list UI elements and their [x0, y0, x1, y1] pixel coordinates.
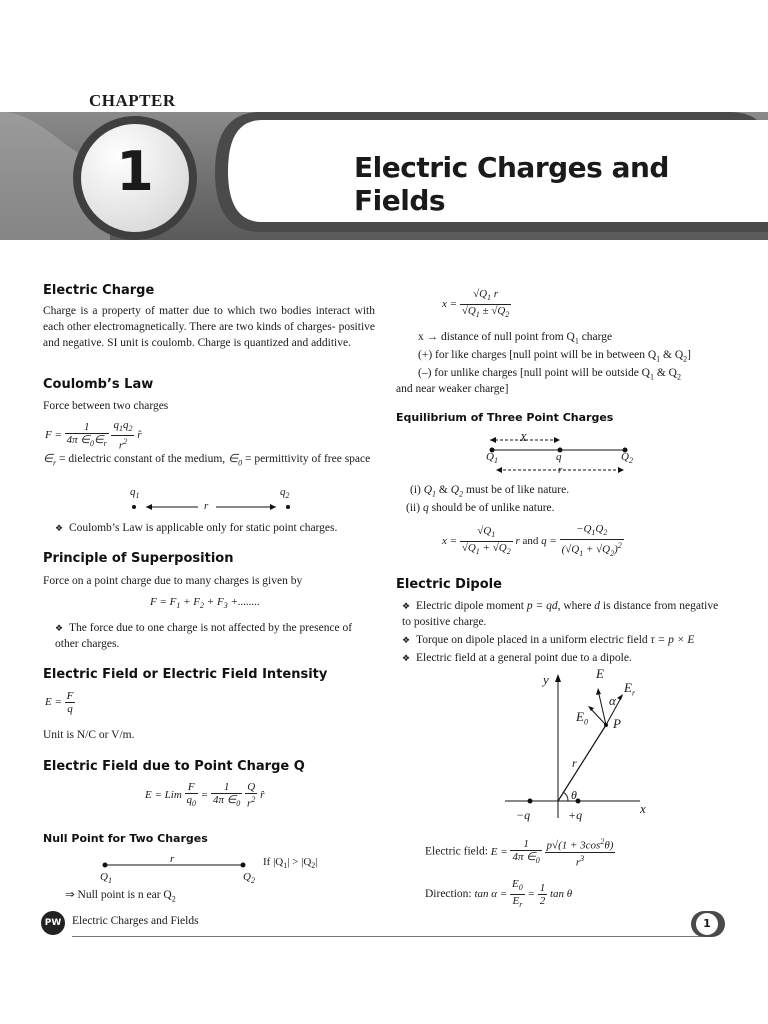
coulomb-q1: $q_1$ — [130, 486, 140, 501]
heading-field-point: Electric Field due to Point Charge Q — [43, 759, 305, 774]
pw-logo: PW — [41, 911, 65, 935]
heading-field: Electric Field or Electric Field Intensity — [43, 667, 328, 682]
diagram-plus-q: +q — [568, 808, 583, 822]
coulomb-r: r — [204, 500, 209, 512]
field-point-formula: E = Lim $\frac{F}{q_0}$ = $\frac{1}{4\pi \in_0}$ $\frac{Q}{r^2}$ r̂ — [145, 781, 265, 810]
chapter-number: 1 — [116, 140, 154, 203]
eq-cond-1: (i) $Q_1$ & $Q_2$ must be of like nature. — [410, 484, 570, 499]
eq-cond-2: (ii) q should be of unlike nature. — [406, 502, 555, 514]
null-point-r: r — [170, 853, 175, 865]
diagram-alpha: α — [609, 693, 616, 708]
coulomb-q2: $q_2$ — [280, 486, 290, 501]
footer-rule — [72, 936, 702, 937]
heading-superposition: Principle of Superposition — [43, 551, 234, 566]
dipole-direction-formula: Direction: tan α = $\frac{E_0}{E_r}$ = $\frac{1}{2}$ tan θ — [425, 878, 573, 910]
field-formula: E = $\frac{F}{q}$ — [45, 690, 74, 715]
dipole-bullet-2: ❖ Torque on dipole placed in a uniform electric field τ = p × E — [402, 634, 695, 646]
chapter-header — [0, 0, 768, 250]
diagram-x: x — [640, 801, 646, 816]
chapter-label: CHAPTER — [89, 91, 176, 110]
chapter-title: Electric Charges and Fields — [354, 151, 669, 217]
null-unlike: (–) for unlike charges [null point will be outside $Q_1$ & $Q_2$ — [418, 367, 681, 382]
null-like: (+) for like charges [null point will be in between $Q_1$ & $Q_2$] — [418, 349, 691, 364]
heading-coulomb: Coulomb’s Law — [43, 377, 154, 392]
eq-Q1: $Q_1$ — [486, 451, 498, 466]
null-unlike-2: and near weaker charge] — [396, 383, 509, 395]
dipole-bullet-3: ❖ Electric field at a general point due to a dipole. — [402, 652, 632, 664]
null-x-definition: x → distance of null point from $Q_1$ charge — [418, 331, 613, 346]
eq-Q2: $Q_2$ — [621, 451, 633, 466]
eq-X: X — [520, 432, 527, 444]
coulomb-bullet: ❖ Coulomb’s Law is applicable only for static point charges. — [55, 522, 338, 534]
eq-q: q — [556, 451, 562, 463]
diagram-minus-q: −q — [516, 808, 531, 822]
paragraph-electric-charge: Charge is a property of matter due to which two bodies interact with each other electromagnetically. There are two kinds of charges- positive and negative. SI unit is coulomb. Charge is quantized and additive. — [43, 305, 375, 349]
page-number: 1 — [696, 913, 718, 935]
coulomb-intro: Force between two charges — [43, 400, 169, 412]
dipole-field-formula: Electric field: E = $\frac{1}{4\pi \in_0}$ $\frac{p√(1 + 3\cos^2\theta)}{r^3}$ — [425, 837, 614, 869]
null-point-q1: $Q_1$ — [100, 871, 112, 886]
footer — [0, 905, 768, 945]
diagram-theta: θ — [571, 788, 577, 802]
null-x-formula: x = $\frac{√Q_1 r}{√Q_1 \pm √Q_2}$ — [442, 288, 510, 320]
heading-dipole: Electric Dipole — [396, 577, 502, 592]
superposition-formula: $F = F_1 + F_2 + F_3$ +........ — [150, 596, 260, 611]
eq-formula: x = $\frac{√Q_1}{√Q_1 + √Q_2}$ r and q = $\frac{-Q_1Q_2}{(√Q_1 + √Q_2)^2}$ — [442, 523, 622, 559]
heading-equilibrium: Equilibrium of Three Point Charges — [396, 411, 614, 424]
heading-electric-charge: Electric Charge — [43, 283, 155, 298]
eq-r: r — [558, 464, 563, 476]
superposition-bullet: ❖ The force due to one charge is not affected by the presence of other charges. — [55, 622, 353, 650]
coulomb-formula: F = $\frac{1}{4\pi \in_0\in_r}$ $\frac{q_1q_2}{r^2}$ r̂ — [45, 419, 142, 452]
field-unit: Unit is N/C or V/m. — [43, 729, 135, 741]
heading-null-point: Null Point for Two Charges — [43, 832, 208, 845]
coulomb-diagram — [120, 487, 300, 515]
diagram-E: E — [596, 666, 604, 681]
null-point-result: ⇒ Null point is n ear $Q_2$ — [65, 889, 176, 904]
diagram-y: y — [543, 672, 549, 687]
page-number-badge — [691, 911, 725, 937]
null-point-q2: $Q_2$ — [243, 871, 255, 886]
diagram-E0: $E_0$ — [576, 709, 588, 727]
null-point-diagram — [95, 855, 255, 875]
coulomb-definitions: $\in_r$ = dielectric constant of the medium, $\in_0$ = permittivity of free space — [43, 453, 371, 468]
dipole-bullet-1: ❖ Electric dipole moment p = qd, where d is distance from negative to positive charge. — [402, 600, 719, 628]
superposition-intro: Force on a point charge due to many charges is given by — [43, 575, 303, 587]
null-point-condition: If $|Q_1| > |Q_2|$ — [263, 856, 318, 871]
diagram-Er: $E_r$ — [624, 680, 636, 698]
dipole-diagram — [500, 668, 660, 828]
footer-title: Electric Charges and Fields — [72, 915, 199, 927]
diagram-r: r — [572, 756, 577, 770]
diagram-P: P — [613, 716, 621, 731]
